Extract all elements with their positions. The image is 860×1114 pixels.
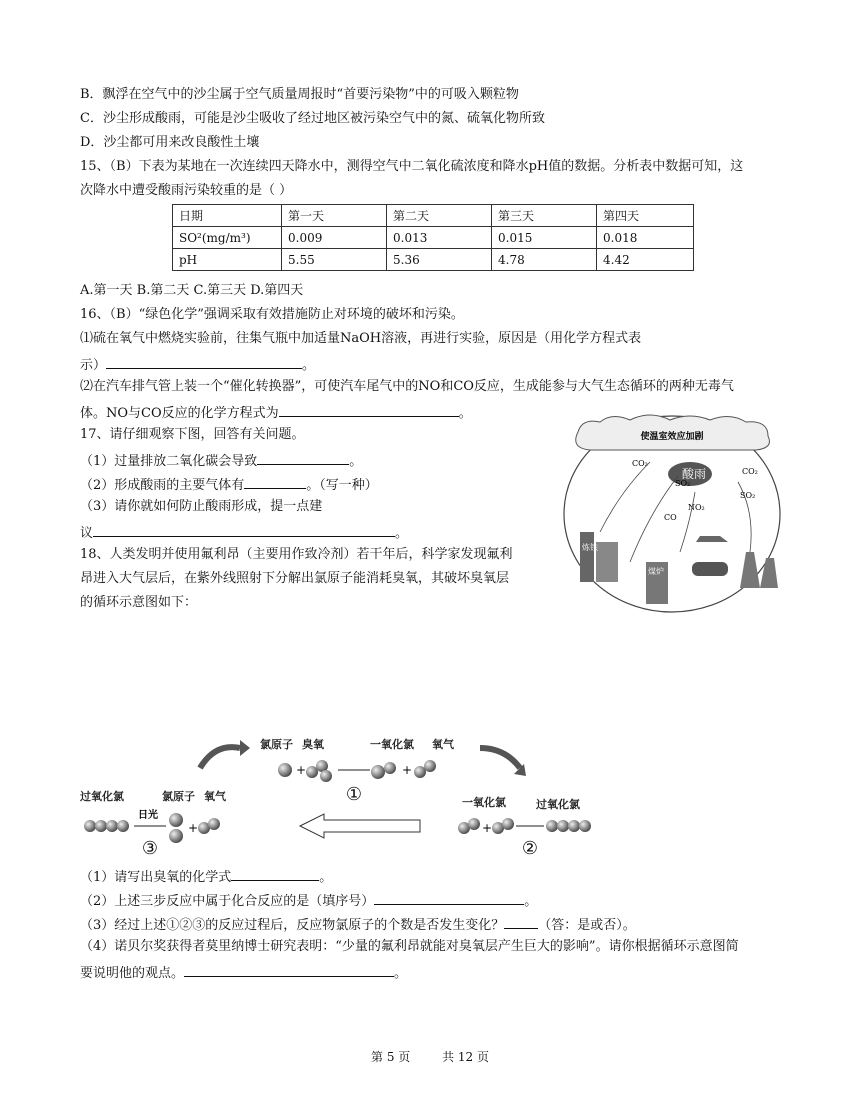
table-cell: 4.42 (597, 249, 694, 271)
question-16-part2: ⑵在汽车排气管上装一个“催化转换器”，可使汽车尾气中的NO和CO反应，生成能参与大气生态循环的两种无毒气 (80, 379, 734, 394)
question-16-part1-answer (80, 354, 315, 375)
clo-label: 一氧化氯 (462, 796, 506, 809)
text: （3）经过上述①②③的反应过程后，反应物氯原子的个数是否发生变化？ (80, 918, 505, 933)
atom-icon (95, 820, 107, 832)
step-2-label: ② (521, 838, 539, 859)
page-footer (0, 1048, 860, 1065)
table-cell: pH (173, 249, 282, 271)
page-total: 共 12 页 (442, 1050, 489, 1064)
cycle-arrow-icon (240, 740, 250, 756)
text: （1）请写出臭氧的化学式 (80, 870, 232, 885)
question-16-part1: ⑴硫在氧气中燃烧实验前，往集气瓶中加适量NaOH溶液，再进行实验，原因是（用化学方程式表 (80, 331, 642, 346)
page-number: 第 5 页 (371, 1050, 411, 1064)
text: （2）形成酸雨的主要气体有 (80, 478, 245, 493)
question-15-options: A.第一天 B.第二天 C.第三天 D.第四天 (80, 283, 304, 298)
option-d: D．沙尘都可用来改良酸性土壤 (80, 135, 260, 150)
text: 。 (458, 406, 472, 421)
answer-blank[interactable] (93, 522, 395, 537)
table-row (173, 227, 694, 249)
atom-icon (424, 760, 436, 772)
question-17-part2 (80, 474, 378, 495)
table-cell: 5.55 (282, 249, 387, 271)
atom-icon (306, 766, 318, 778)
steel-label: 炼铁 (582, 543, 598, 552)
option-b: B．飘浮在空气中的沙尘属于空气质量周报时“首要污染物”中的可吸入颗粒物 (80, 87, 519, 102)
atom-icon (169, 829, 183, 843)
ozone-cycle-figure (80, 728, 600, 863)
step-3-label: ③ (141, 838, 159, 859)
co-label: CO (664, 513, 677, 522)
sunlight-label: 日光 (138, 810, 158, 821)
text: 示） (80, 358, 107, 373)
table-cell: 4.78 (492, 249, 597, 271)
table-row (173, 249, 694, 271)
table-cell: 第二天 (387, 205, 492, 227)
table-cell: 0.009 (282, 227, 387, 249)
table-cell: 0.015 (492, 227, 597, 249)
atom-icon (208, 818, 220, 830)
acid-rain-label: 酸雨 (681, 467, 707, 481)
atom-icon (468, 818, 480, 830)
text: 。 (302, 358, 316, 373)
atom-icon (84, 820, 96, 832)
atom-icon (169, 813, 183, 827)
clo-label: 一氧化氯 (370, 738, 414, 751)
atom-icon (278, 763, 292, 777)
text: 议 (80, 526, 94, 541)
plus-sign: + (296, 763, 307, 777)
so2-label: SO₂ (740, 491, 756, 500)
question-18-line1: 18、人类发明并使用氟利昂（主要用作致冷剂）若干年后，科学家发现氟利 (80, 547, 513, 562)
table-cell: 第一天 (282, 205, 387, 227)
question-18-part4: （4）诺贝尔奖获得者莫里纳博士研究表明：“少量的氟利昂就能对臭氧层产生巨大的影响”。请你根据循环示意图简 (80, 939, 739, 954)
table-cell: 0.013 (387, 227, 492, 249)
cloud-label: 使温室效应加剧 (640, 432, 704, 442)
factory-icon (580, 532, 594, 582)
question-16-part2-answer (80, 402, 472, 423)
question-18-part3 (80, 914, 636, 935)
question-15-line2: 次降水中遭受酸雨污染较重的是（ ） (80, 183, 293, 198)
question-17-intro: 17、请仔细观察下图，回答有关问题。 (80, 427, 305, 442)
cl2o2-label: 过氧化氯 (536, 798, 580, 811)
so2-label: SO₂ (675, 479, 691, 488)
plus-sign: + (188, 821, 199, 835)
table-cell: 日期 (173, 205, 282, 227)
text: （答：是或否）。 (538, 918, 636, 933)
atom-icon (579, 820, 591, 832)
text: 体。NO与CO反应的化学方程式为 (80, 406, 279, 421)
text: 。 (524, 894, 538, 909)
question-18-line3: 的循环示意图如下： (80, 595, 198, 610)
table-row (173, 205, 694, 227)
answer-blank[interactable] (374, 890, 524, 905)
table-cell: 第四天 (597, 205, 694, 227)
text: 。 (395, 526, 409, 541)
atom-icon (546, 820, 558, 832)
answer-blank[interactable] (257, 450, 349, 465)
question-18-part1 (80, 866, 332, 887)
text: 。 (319, 870, 333, 885)
answer-blank[interactable] (184, 962, 394, 977)
text: （1）过量排放二氧化碳会导致 (80, 454, 258, 469)
question-17-part1 (80, 450, 362, 471)
co2-label: CO₂ (742, 467, 758, 476)
atom-icon (371, 765, 385, 779)
so2-ph-table (172, 204, 694, 271)
option-c: C．沙尘形成酸雨，可能是沙尘吸收了经过地区被污染空气中的氮、硫氧化物所致 (80, 111, 545, 126)
question-15-line1: 15、（B）下表为某地在一次连续四天降水中，测得空气中二氧化硫浓度和降水pH值的数据。分析表中数据可知，这 (80, 159, 744, 174)
answer-blank[interactable] (106, 354, 302, 369)
text: 。 (394, 966, 408, 981)
question-18-line2: 昂进入大气层后，在紫外线照射下分解出氯原子能消耗臭氧，其破坏臭氧层 (80, 571, 510, 586)
no2-label: NO₂ (688, 503, 705, 512)
text: 。 (349, 454, 363, 469)
atom-icon (414, 766, 426, 778)
answer-blank[interactable] (279, 402, 459, 417)
atom-icon (502, 818, 514, 830)
table-cell: 0.018 (597, 227, 694, 249)
atom-icon (568, 820, 580, 832)
cl-atom-label: 氯原子 (260, 738, 293, 751)
question-17-part3-answer (80, 522, 408, 543)
atom-icon (106, 820, 118, 832)
question-17-part3: （3）请你就如何防止酸雨形成，提一点建 (80, 499, 323, 514)
atom-icon (320, 770, 332, 782)
answer-blank[interactable] (231, 866, 319, 881)
ozone-label: 臭氧 (302, 738, 324, 751)
table-cell: SO²(mg/m³) (173, 227, 282, 249)
cl2o2-label: 过氧化氯 (80, 790, 124, 803)
plus-sign: + (402, 763, 413, 777)
acid-rain-figure (560, 412, 785, 617)
table-cell: 第三天 (492, 205, 597, 227)
text: （2）上述三步反应中属于化合反应的是（填序号） (80, 894, 375, 909)
answer-blank[interactable] (244, 474, 306, 489)
oxygen-label: 氧气 (432, 738, 454, 751)
atom-icon (384, 762, 396, 774)
step-1-label: ① (345, 784, 363, 805)
cycle-arrow-icon (200, 747, 240, 768)
oxygen-label: 氧气 (204, 790, 226, 803)
question-18-part4-answer (80, 962, 407, 983)
question-16-intro: 16、（B）“绿色化学”强调采取有效措施防止对环境的破坏和污染。 (80, 307, 464, 322)
table-cell: 5.36 (387, 249, 492, 271)
atom-icon (557, 820, 569, 832)
cl-atom-label: 氯原子 (162, 790, 195, 803)
cycle-arrow-icon (480, 748, 520, 768)
atom-icon (117, 820, 129, 832)
co2-label: CO₂ (632, 459, 648, 468)
plus-sign: + (482, 821, 493, 835)
question-18-part2 (80, 890, 537, 911)
cycle-arrow-icon (300, 814, 420, 838)
factory-icon (596, 542, 618, 582)
coal-label: 煤炉 (648, 567, 664, 576)
text: 要说明他的观点。 (80, 966, 185, 981)
answer-blank[interactable] (504, 914, 538, 929)
text: 。（写一种） (306, 478, 378, 493)
car-icon (692, 562, 728, 576)
